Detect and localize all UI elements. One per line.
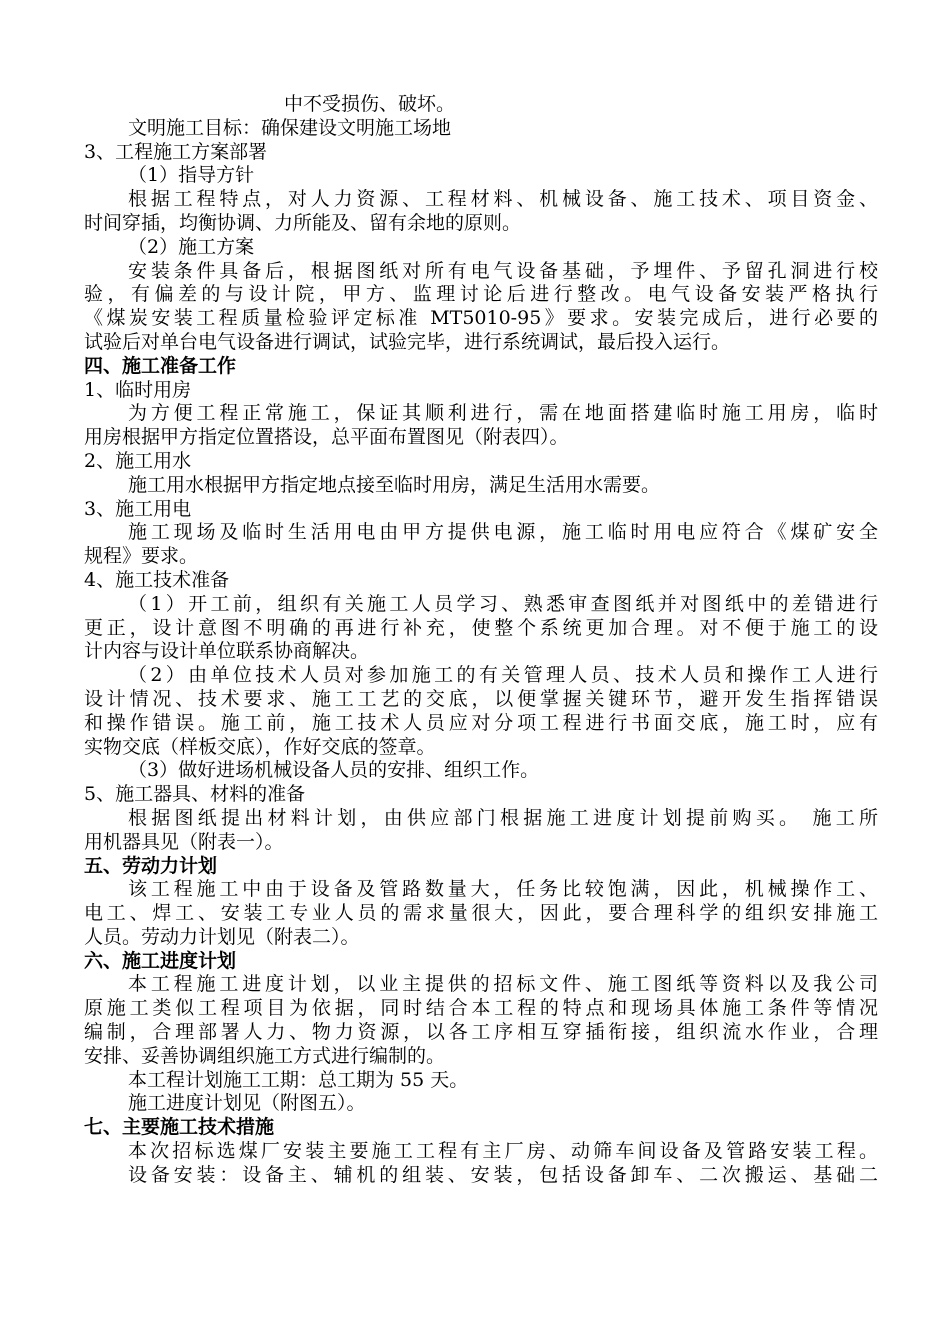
text-line: 用房根据甲方指定位置搭设，总平面布置图见（附表四）。 <box>84 426 569 449</box>
text-line: 电工、焊工、安装工专业人员的需求量很大，因此，要合理科学的组织安排施工 <box>84 902 878 925</box>
text-line: 施工用水根据甲方指定地点接至临时用房，满足生活用水需要。 <box>128 473 661 496</box>
section-heading: 四、施工准备工作 <box>84 354 237 377</box>
section-heading: 七、主要施工技术措施 <box>84 1116 275 1139</box>
text-line: 本工程计划施工工期：总工期为 55 天。 <box>128 1068 469 1091</box>
text-line: 根据工程特点，对人力资源、工程材料、机械设备、施工技术、项目资金、 <box>128 188 878 211</box>
text-line: 原施工类似工程项目为依据，同时结合本工程的特点和现场具体施工条件等情况 <box>84 997 878 1020</box>
text-line: 文明施工目标：确保建设文明施工场地 <box>128 116 452 139</box>
text-line: 安装条件具备后，根据图纸对所有电气设备基础，予埋件、予留孔洞进行校 <box>128 259 878 282</box>
subsection-heading: 4、施工技术准备 <box>84 568 230 591</box>
text-line: 验，有偏差的与设计院，甲方、监理讨论后进行整改。电气设备安装严格执行 <box>84 283 878 306</box>
text-line: 计内容与设计单位联系协商解决。 <box>84 640 370 663</box>
text-line: 施工进度计划见（附图五）。 <box>128 1092 366 1115</box>
subsection-heading: 3、工程施工方案部署 <box>84 140 268 163</box>
text-line: 施工现场及临时生活用电由甲方提供电源，施工临时用电应符合《煤矿安全 <box>128 521 878 544</box>
text-line: 中不受损伤、破坏。 <box>284 93 456 115</box>
text-line: 人员。劳动力计划见（附表二）。 <box>84 925 360 948</box>
text-line: 本次招标选煤厂安装主要施工工程有主厂房、动筛车间设备及管路安装工程。 <box>128 1140 878 1163</box>
text-line: 本工程施工进度计划，以业主提供的招标文件、施工图纸等资料以及我公司 <box>128 973 878 996</box>
text-line: （1）开工前，组织有关施工人员学习、熟悉审查图纸并对图纸中的差错进行 <box>128 592 878 615</box>
text-line: 更正，设计意图不明确的再进行补充，使整个系统更加合理。对不便于施工的设 <box>84 616 878 639</box>
text-line: 时间穿插，均衡协调、力所能及、留有余地的原则。 <box>84 211 522 234</box>
text-line: 《煤炭安装工程质量检验评定标准 MT5010-95》要求。安装完成后，进行必要的 <box>84 307 878 330</box>
text-line: 编制，合理部署人力、物力资源，以各工序相互穿插衔接，组织流水作业，合理 <box>84 1021 878 1044</box>
text-line: 设计情况、技术要求、施工工艺的交底，以便掌握关键环节，避开发生指挥错误 <box>84 687 878 710</box>
section-heading: 五、劳动力计划 <box>84 854 218 877</box>
text-line: 该工程施工中由于设备及管路数量大，任务比较饱满，因此，机械操作工、 <box>128 878 878 901</box>
text-line: 安排、妥善协调组织施工方式进行编制的。 <box>84 1044 446 1067</box>
subsection-heading: （1）指导方针 <box>128 164 255 187</box>
text-line: 实物交底（样板交底），作好交底的签章。 <box>84 735 436 758</box>
subsection-heading: （2）施工方案 <box>128 235 255 258</box>
text-line: 用机器具见（附表一）。 <box>84 830 284 853</box>
text-line: 设备安装：设备主、辅机的组装、安装，包括设备卸车、二次搬运、基础二 <box>128 1163 878 1186</box>
text-line: 规程》要求。 <box>84 545 199 568</box>
subsection-heading: 5、施工器具、材料的准备 <box>84 783 306 806</box>
text-line: 为方便工程正常施工，保证其顺利进行，需在地面搭建临时施工用房，临时 <box>128 402 878 425</box>
subsection-heading: 1、临时用房 <box>84 378 192 401</box>
text-line: 试验后对单台电气设备进行调试，试验完毕，进行系统调试，最后投入运行。 <box>84 330 731 353</box>
text-line: （2）由单位技术人员对参加施工的有关管理人员、技术人员和操作工人进行 <box>128 664 878 687</box>
text-line: 根据图纸提出材料计划，由供应部门根据施工进度计划提前购买。 施工所 <box>128 806 878 829</box>
text-line: （3）做好进场机械设备人员的安排、组织工作。 <box>128 759 540 782</box>
text-line: 和操作错误。施工前，施工技术人员应对分项工程进行书面交底，施工时，应有 <box>84 711 878 734</box>
subsection-heading: 3、施工用电 <box>84 497 192 520</box>
subsection-heading: 2、施工用水 <box>84 449 192 472</box>
section-heading: 六、施工进度计划 <box>84 949 237 972</box>
